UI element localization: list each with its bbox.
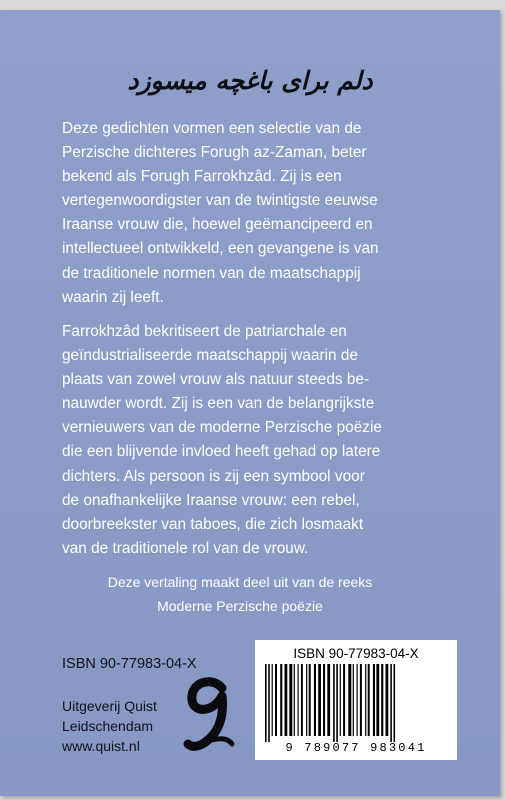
barcode-bar xyxy=(327,664,330,736)
text-line: doorbreekster van taboes, die zich losmaakt xyxy=(62,515,364,533)
series-line: Moderne Perzische poëzie xyxy=(157,598,323,614)
barcode-bar xyxy=(368,664,370,736)
barcode-bar xyxy=(340,664,341,736)
barcode-bar xyxy=(268,664,270,742)
barcode-bar xyxy=(343,664,345,736)
persian-title: دلم برای باغچه میسوزد xyxy=(127,66,373,95)
barcode-label xyxy=(255,640,457,760)
isbn-text: ISBN 90-77983-04-X xyxy=(62,656,197,672)
text-line: geïndustrialiseerde maatschappij waarin de xyxy=(62,347,359,365)
barcode-bar xyxy=(323,664,325,736)
text-line: Deze gedichten vormen een selectie van de xyxy=(62,120,362,137)
barcode-bar xyxy=(336,664,338,742)
text-line: die een blijvende invloed heeft gehad op latere xyxy=(62,443,381,461)
barcode-bar xyxy=(348,664,351,736)
barcode-bar xyxy=(301,664,303,736)
text-line: dichters. Als persoon is zij een symbool voor xyxy=(62,467,365,485)
barcode-bar xyxy=(390,664,392,742)
barcode-bar xyxy=(376,664,379,736)
barcode-bar xyxy=(318,664,321,736)
series-line: Deze vertaling maakt deel uit van de reeks xyxy=(107,574,373,590)
text-line: de traditionele normen van de maatschappij xyxy=(62,264,361,282)
description-paragraph-2 xyxy=(62,320,464,561)
text-line: Iraanse vrouw die, hoewel geëmancipeerd en xyxy=(62,216,373,234)
text-line: plaats van zowel vrouw als natuur steeds be- xyxy=(62,371,370,389)
barcode-bar xyxy=(280,664,282,736)
barcode-bar xyxy=(309,664,311,736)
publisher-website: www.quist.nl xyxy=(62,738,140,754)
barcode-digits: 9 789077 983041 xyxy=(285,741,427,755)
barcode-bar xyxy=(265,664,267,742)
barcode-bar xyxy=(285,664,288,736)
barcode-bar xyxy=(373,664,375,736)
barcode-bar xyxy=(353,664,354,736)
text-line: intellectueel ontwikkeld, een gevangene is van xyxy=(62,240,379,258)
text-line: Farrokhzâd bekritiseert de patriarchale en xyxy=(62,323,347,340)
text-line: Perzische dichteres Forugh az-Zaman, beter xyxy=(62,144,367,162)
barcode-bar xyxy=(333,664,335,742)
barcode-bar xyxy=(298,664,299,736)
barcode-bar xyxy=(394,664,396,742)
text-line: waarin zij leeft. xyxy=(62,288,164,306)
text-line: de onafhankelijke Iraanse vrouw: een rebel, xyxy=(62,491,360,509)
publisher-city: Leidschendam xyxy=(62,718,154,734)
text-line: nauwder wordt. Zij is een van de belangrijkste xyxy=(62,395,375,413)
publisher-name: Uitgeverij Quist xyxy=(62,698,157,714)
barcode-bar xyxy=(306,664,307,736)
description-paragraph-1 xyxy=(62,117,464,310)
text-line: van de traditionele rol van de vrouw. xyxy=(62,539,309,557)
barcode-bar xyxy=(386,664,389,736)
barcode-bar xyxy=(360,664,362,736)
barcode-bar xyxy=(357,664,358,736)
barcode-bar xyxy=(294,664,295,736)
text-line: bekend als Forugh Farrokhzâd. Zij is een xyxy=(62,168,342,186)
publisher-info xyxy=(62,696,157,756)
barcode-bars xyxy=(263,664,449,742)
barcode-bar xyxy=(289,664,292,736)
barcode-bar xyxy=(365,664,366,736)
barcode-bar xyxy=(314,664,316,736)
barcode-bar xyxy=(275,664,277,736)
text-line: vernieuwers van de moderne Perzische poëzie xyxy=(62,419,382,437)
barcode-bar xyxy=(381,664,383,736)
series-note xyxy=(0,570,480,618)
barcode-isbn: ISBN 90-77983-04-X xyxy=(293,646,419,661)
barcode-bar xyxy=(272,664,273,736)
text-line: vertegenwoordigster van de twintigste eeuwse xyxy=(62,192,378,210)
book-back-cover xyxy=(0,10,500,796)
quist-q-logo-icon xyxy=(182,674,236,758)
